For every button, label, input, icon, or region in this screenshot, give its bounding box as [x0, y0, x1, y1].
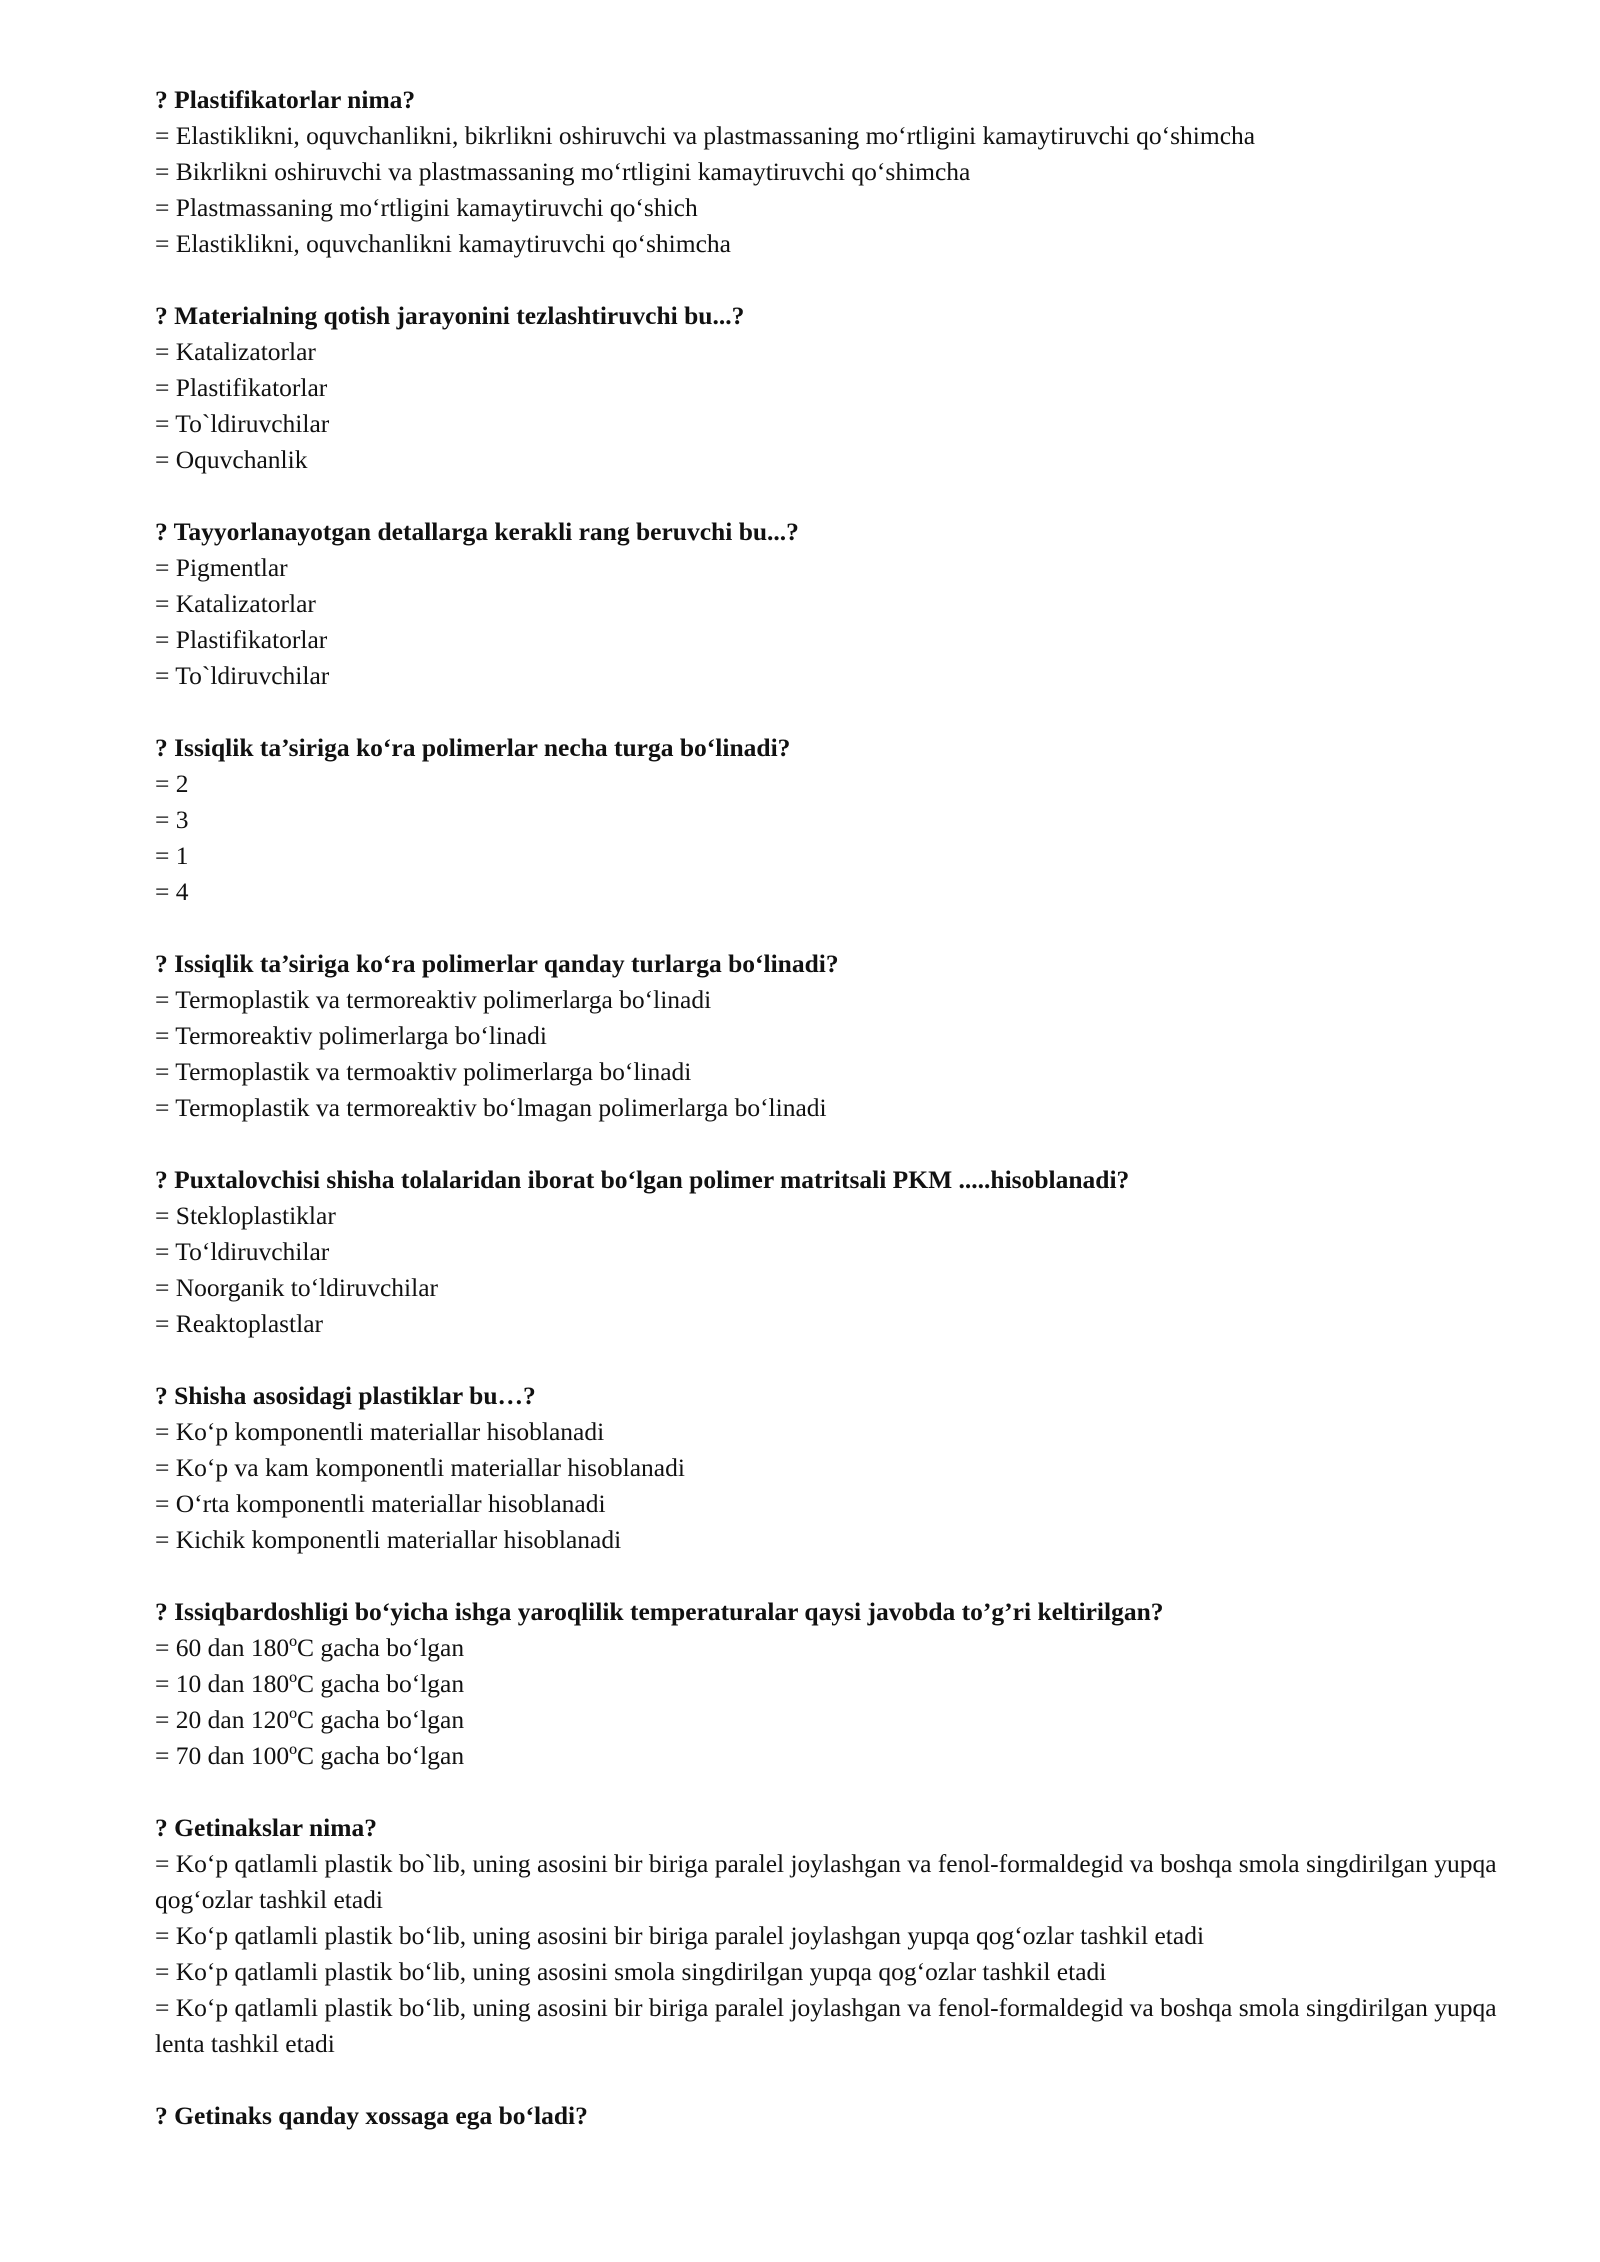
question-text: ? Shisha asosidagi plastiklar bu…?	[155, 1381, 536, 1410]
answer-option: = Elastiklikni, oquvchanlikni, bikrlikni oshiruvchi va plastmassaning mo‘rtligini kamaytiruvchi qo‘shimcha	[155, 121, 1256, 150]
answer-option: = Ko‘p komponentli materiallar hisoblanadi	[155, 1417, 605, 1446]
answer-option: = 60 dan 180ºC gacha bo‘lgan	[155, 1633, 465, 1662]
question-block	[155, 1810, 1525, 2062]
answer-list	[155, 1630, 1525, 1774]
question-block	[155, 1162, 1525, 1342]
question-text: ? Issiqbardoshligi bo‘yicha ishga yaroqlilik temperaturalar qaysi javobda to’g’ri keltirilgan?	[155, 1597, 1164, 1626]
answer-option: = To`ldiruvchilar	[155, 661, 330, 690]
answer-option: = Katalizatorlar	[155, 589, 316, 618]
answer-list	[155, 1198, 1525, 1342]
answer-option: = Ko‘p va kam komponentli materiallar hisoblanadi	[155, 1453, 685, 1482]
answer-option: = Termoplastik va termoreaktiv polimerlarga bo‘linadi	[155, 985, 712, 1014]
answer-option: = 10 dan 180ºC gacha bo‘lgan	[155, 1669, 465, 1698]
answer-option: = Plastifikatorlar	[155, 625, 328, 654]
answer-list	[155, 334, 1525, 478]
question-block	[155, 1594, 1525, 1774]
question-text: ? Tayyorlanayotgan detallarga kerakli rang beruvchi bu...?	[155, 517, 799, 546]
answer-option: = Ko‘p qatlamli plastik bo‘lib, uning asosini bir biriga paralel joylashgan va fenol-formaldegid va boshqa smola singdirilgan yupqa lenta tashkil etadi	[155, 1993, 1497, 2058]
answer-option: = Kichik komponentli materiallar hisoblanadi	[155, 1525, 622, 1554]
answer-option: = 20 dan 120ºC gacha bo‘lgan	[155, 1705, 465, 1734]
answer-list	[155, 550, 1525, 694]
answer-option: = Termoreaktiv polimerlarga bo‘linadi	[155, 1021, 547, 1050]
answer-list	[155, 766, 1525, 910]
answer-option: = Stekloplastiklar	[155, 1201, 336, 1230]
answer-option: = Bikrlikni oshiruvchi va plastmassaning mo‘rtligini kamaytiruvchi qo‘shimcha	[155, 157, 971, 186]
question-block	[155, 82, 1525, 262]
question-text: ? Getinakslar nima?	[155, 1813, 377, 1842]
question-block	[155, 946, 1525, 1126]
answer-option: = 4	[155, 877, 189, 906]
question-text: ? Puxtalovchisi shisha tolalaridan iborat bo‘lgan polimer matritsali PKM .....hisoblanadi?	[155, 1165, 1130, 1194]
document-page	[155, 82, 1525, 2170]
question-text: ? Materialning qotish jarayonini tezlashtiruvchi bu...?	[155, 301, 745, 330]
answer-option: = 70 dan 100ºC gacha bo‘lgan	[155, 1741, 465, 1770]
answer-option: = Ko‘p qatlamli plastik bo‘lib, uning asosini smola singdirilgan yupqa qog‘ozlar tashkil etadi	[155, 1957, 1107, 1986]
question-text: ? Plastifikatorlar nima?	[155, 85, 416, 114]
question-text: ? Getinaks qanday xossaga ega bo‘ladi?	[155, 2101, 588, 2130]
question-block	[155, 2098, 1525, 2134]
answer-option: = To‘ldiruvchilar	[155, 1237, 330, 1266]
answer-option: = O‘rta komponentli materiallar hisoblanadi	[155, 1489, 606, 1518]
answer-option: = Reaktoplastlar	[155, 1309, 324, 1338]
answer-list	[155, 1414, 1525, 1558]
answer-option: = 3	[155, 805, 189, 834]
answer-option: = 2	[155, 769, 189, 798]
answer-option: = Ko‘p qatlamli plastik bo`lib, uning asosini bir biriga paralel joylashgan va fenol-formaldegid va boshqa smola singdirilgan yupqa qog‘ozlar tashkil etadi	[155, 1849, 1497, 1914]
answer-option: = To`ldiruvchilar	[155, 409, 330, 438]
answer-option: = Termoplastik va termoaktiv polimerlarga bo‘linadi	[155, 1057, 692, 1086]
answer-list	[155, 982, 1525, 1126]
answer-option: = Termoplastik va termoreaktiv bo‘lmagan polimerlarga bo‘linadi	[155, 1093, 827, 1122]
answer-option: = Pigmentlar	[155, 553, 288, 582]
answer-list	[155, 1846, 1525, 2062]
question-text: ? Issiqlik ta’siriga ko‘ra polimerlar qanday turlarga bo‘linadi?	[155, 949, 839, 978]
answer-option: = Oquvchanlik	[155, 445, 308, 474]
answer-option: = Noorganik to‘ldiruvchilar	[155, 1273, 439, 1302]
answer-option: = Katalizatorlar	[155, 337, 316, 366]
answer-option: = Plastmassaning mo‘rtligini kamaytiruvchi qo‘shich	[155, 193, 698, 222]
question-block	[155, 730, 1525, 910]
question-block	[155, 514, 1525, 694]
answer-option: = Ko‘p qatlamli plastik bo‘lib, uning asosini bir biriga paralel joylashgan yupqa qog‘ozlar tashkil etadi	[155, 1921, 1205, 1950]
answer-list	[155, 118, 1525, 262]
question-text: ? Issiqlik ta’siriga ko‘ra polimerlar necha turga bo‘linadi?	[155, 733, 791, 762]
question-block	[155, 1378, 1525, 1558]
answer-option: = Plastifikatorlar	[155, 373, 328, 402]
answer-option: = Elastiklikni, oquvchanlikni kamaytiruvchi qo‘shimcha	[155, 229, 731, 258]
answer-option: = 1	[155, 841, 189, 870]
question-block	[155, 298, 1525, 478]
